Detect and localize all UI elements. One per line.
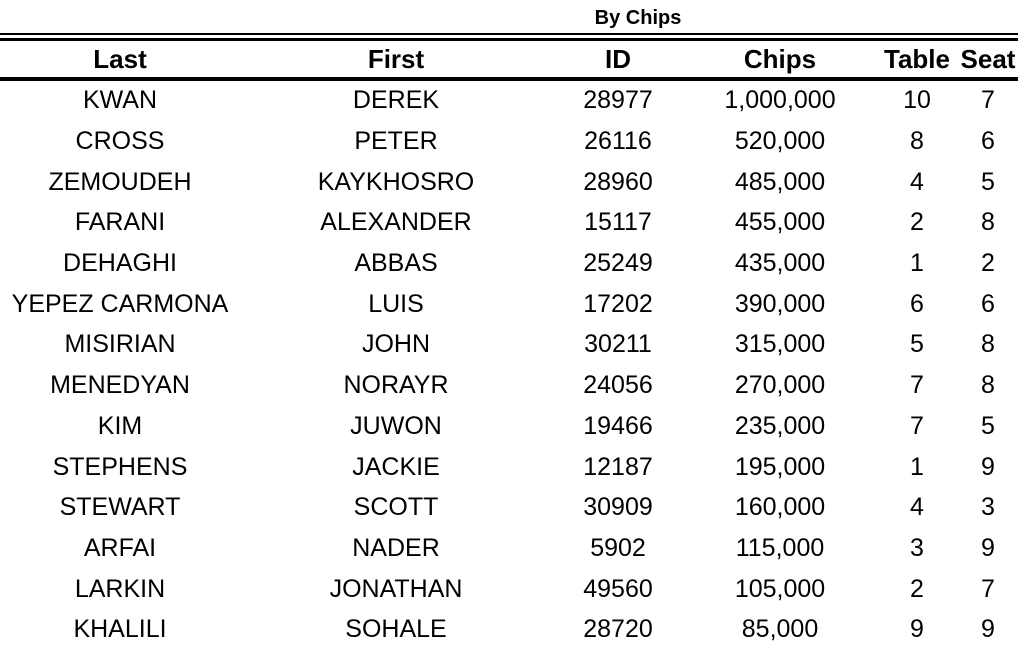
- cell-id: 28960: [583, 167, 653, 196]
- cell-first: NADER: [352, 533, 440, 562]
- table-row: [0, 446, 1018, 487]
- cell-chips: 115,000: [735, 533, 825, 562]
- chip-count-table: [0, 40, 1018, 650]
- table-row: [0, 283, 1018, 324]
- table-row: [0, 78, 1018, 121]
- cell-last: KIM: [97, 411, 143, 440]
- cell-id: 17202: [583, 289, 653, 318]
- table-row: [0, 324, 1018, 365]
- cell-first: LUIS: [368, 289, 424, 318]
- cell-last: STEPHENS: [52, 452, 188, 481]
- cell-table: 1: [910, 249, 924, 278]
- table-row: [0, 528, 1018, 569]
- table-row: [0, 243, 1018, 284]
- cell-table: 1: [910, 452, 924, 481]
- cell-last: KWAN: [82, 86, 158, 115]
- cell-table: 9: [910, 615, 924, 644]
- cell-first: PETER: [354, 127, 438, 156]
- cell-first: SCOTT: [353, 493, 439, 522]
- header-row: [0, 40, 1018, 78]
- table-row: [0, 609, 1018, 650]
- top-border-rule: [0, 33, 1018, 35]
- cell-chips: 315,000: [734, 330, 826, 359]
- cell-table: 8: [910, 127, 924, 156]
- cell-id: 12187: [583, 452, 653, 481]
- column-header-table: Table: [884, 44, 950, 74]
- cell-chips: 105,000: [734, 574, 826, 603]
- column-header-first: First: [367, 44, 425, 74]
- cell-first: JUWON: [350, 411, 442, 440]
- cell-table: 4: [910, 493, 924, 522]
- cell-seat: 8: [981, 371, 995, 400]
- cell-first: JACKIE: [352, 452, 440, 481]
- cell-last: DEHAGHI: [63, 249, 177, 278]
- cell-seat: 6: [981, 289, 995, 318]
- cell-first: JONATHAN: [329, 574, 463, 603]
- cell-seat: 9: [981, 615, 995, 644]
- table-row: [0, 121, 1018, 162]
- cell-id: 5902: [590, 533, 646, 562]
- cell-id: 15117: [584, 208, 652, 237]
- cell-table: 4: [910, 167, 924, 196]
- cell-seat: 3: [981, 493, 995, 522]
- cell-id: 30909: [583, 493, 653, 522]
- cell-chips: 520,000: [734, 127, 826, 156]
- cell-first: DEREK: [352, 86, 440, 115]
- cell-chips: 85,000: [741, 615, 819, 644]
- cell-first: ALEXANDER: [320, 208, 472, 237]
- cell-table: 5: [910, 330, 924, 359]
- cell-chips: 485,000: [734, 167, 826, 196]
- cell-table: 6: [910, 289, 924, 318]
- cell-id: 24056: [583, 371, 653, 400]
- table-row: [0, 487, 1018, 528]
- cell-chips: 270,000: [734, 371, 826, 400]
- cell-seat: 7: [981, 574, 995, 603]
- cell-table: 3: [910, 533, 924, 562]
- cell-table: 7: [910, 371, 924, 400]
- cell-first: ABBAS: [354, 249, 438, 278]
- cell-chips: 160,000: [734, 493, 826, 522]
- cell-seat: 9: [981, 533, 995, 562]
- cell-chips: 1,000,000: [724, 86, 836, 115]
- column-header-seat: Seat: [960, 44, 1016, 74]
- cell-last: MISIRIAN: [64, 330, 176, 359]
- cell-last: KHALILI: [73, 615, 167, 644]
- cell-id: 25249: [583, 249, 653, 278]
- cell-table: 7: [910, 411, 924, 440]
- cell-last: LARKIN: [74, 574, 166, 603]
- cell-seat: 8: [981, 330, 995, 359]
- cell-table: 2: [910, 574, 924, 603]
- cell-first: JOHN: [361, 330, 431, 359]
- cell-chips: 390,000: [734, 289, 826, 318]
- table-body: [0, 78, 1018, 650]
- cell-last: YEPEZ CARMONA: [11, 289, 229, 318]
- cell-seat: 5: [981, 167, 995, 196]
- cell-id: 19466: [583, 411, 653, 440]
- table-caption: By Chips: [594, 7, 682, 29]
- column-header-last: Last: [93, 44, 147, 74]
- cell-id: 28720: [583, 615, 653, 644]
- table-row: [0, 365, 1018, 406]
- table-row: [0, 161, 1018, 202]
- cell-id: 26116: [584, 127, 652, 156]
- table-row: [0, 406, 1018, 447]
- cell-chips: 235,000: [734, 411, 826, 440]
- cell-id: 30211: [584, 330, 652, 359]
- cell-last: MENEDYAN: [50, 371, 190, 400]
- cell-first: NORAYR: [343, 371, 449, 400]
- cell-last: ZEMOUDEH: [48, 167, 192, 196]
- cell-table: 2: [910, 208, 924, 237]
- cell-chips: 435,000: [734, 249, 826, 278]
- cell-first: SOHALE: [345, 615, 447, 644]
- cell-last: FARANI: [74, 208, 166, 237]
- cell-seat: 5: [981, 411, 995, 440]
- cell-seat: 7: [981, 86, 995, 115]
- table-row: [0, 202, 1018, 243]
- cell-table: 10: [903, 86, 931, 115]
- cell-id: 49560: [583, 574, 653, 603]
- cell-seat: 8: [981, 208, 995, 237]
- cell-first: KAYKHOSRO: [317, 167, 475, 196]
- cell-chips: 195,000: [734, 452, 826, 481]
- table-header: [0, 40, 1018, 78]
- cell-last: CROSS: [75, 127, 165, 156]
- column-header-id: ID: [605, 44, 631, 74]
- column-header-chips: Chips: [743, 44, 817, 74]
- cell-chips: 455,000: [734, 208, 826, 237]
- table-row: [0, 568, 1018, 609]
- cell-id: 28977: [583, 86, 653, 115]
- cell-last: STEWART: [59, 493, 181, 522]
- cell-seat: 9: [981, 452, 995, 481]
- cell-seat: 2: [981, 249, 995, 278]
- cell-last: ARFAI: [83, 533, 157, 562]
- cell-seat: 6: [981, 127, 995, 156]
